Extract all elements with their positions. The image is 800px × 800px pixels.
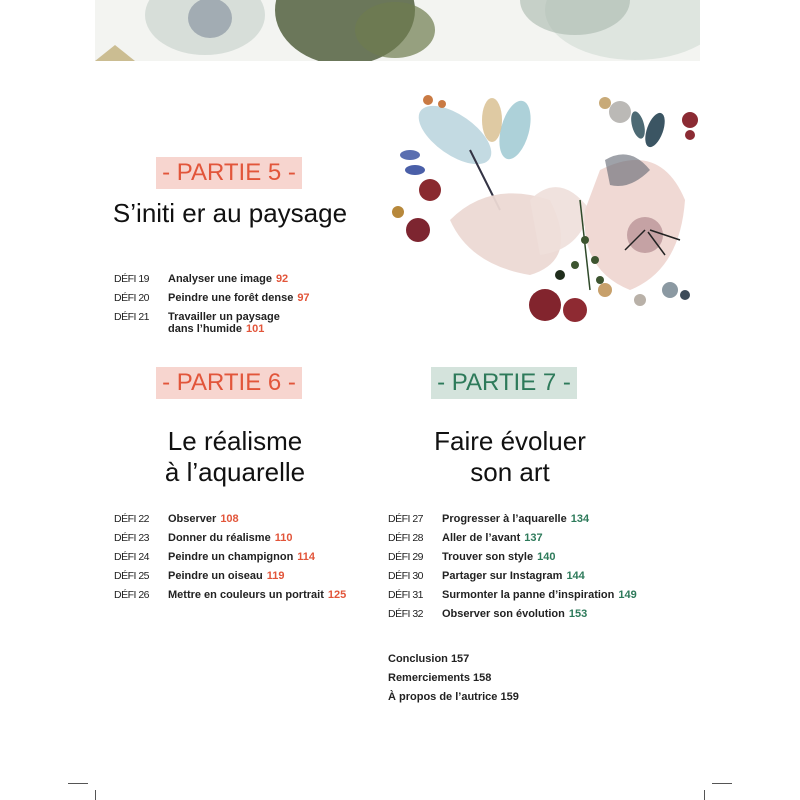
page-number: 114: [297, 551, 316, 563]
toc-entry[interactable]: [114, 548, 346, 567]
defi-title: [168, 308, 280, 335]
partie-5-toc: [114, 270, 310, 335]
toc-entry[interactable]: [388, 510, 637, 529]
toc-entry[interactable]: [388, 586, 637, 605]
defi-title-line-2: dans l’humide: [168, 323, 242, 335]
defi-title: Mettre en couleurs un portrait: [168, 589, 324, 601]
defi-title: Observer son évolution: [442, 608, 565, 620]
partie-7-title: [410, 426, 610, 488]
page-number: 119: [266, 570, 285, 582]
page-number: 97: [297, 292, 310, 304]
top-watercolor-illustration: [95, 0, 700, 61]
toc-entry[interactable]: [388, 605, 637, 624]
defi-number: DÉFI 29: [388, 551, 424, 563]
partie-7-title-line-2: son art: [470, 457, 550, 487]
defi-title: Surmonter la panne d’inspiration: [442, 589, 615, 601]
page-number: 144: [566, 570, 585, 582]
defi-number: DÉFI 20: [114, 292, 150, 304]
toc-entry[interactable]: [114, 270, 310, 289]
defi-title: Peindre un oiseau: [168, 570, 263, 582]
partie-7-title-line-1: Faire évoluer: [434, 426, 586, 456]
toc-entry[interactable]: [114, 308, 310, 335]
partie-5-title: S’initi er au paysage: [112, 198, 348, 228]
toc-entry[interactable]: [388, 567, 637, 586]
page-number: 137: [524, 532, 543, 544]
page-number: 153: [568, 608, 588, 620]
defi-title: Peindre une forêt dense: [168, 292, 294, 304]
partie-6-toc: [114, 510, 346, 605]
crop-mark: [704, 790, 705, 800]
page-number: 125: [327, 589, 347, 601]
crop-mark: [712, 783, 732, 784]
toc-entry[interactable]: [114, 510, 346, 529]
defi-number: DÉFI 25: [114, 570, 150, 582]
defi-title: Trouver son style: [442, 551, 534, 563]
defi-title: Partager sur Instagram: [442, 570, 563, 582]
page-number: 149: [618, 589, 637, 601]
page-number: 92: [275, 273, 289, 285]
partie-6-title-line-1: Le réalisme: [167, 426, 303, 456]
defi-number: DÉFI 23: [114, 532, 150, 544]
defi-number: DÉFI 21: [114, 311, 150, 323]
page-number: 108: [220, 513, 239, 525]
page-number: 134: [570, 513, 590, 525]
defi-title-line-1: Travailler un paysage: [168, 311, 280, 323]
partie-6-banner: - PARTIE 6 -: [156, 367, 302, 399]
toc-entry[interactable]: [114, 567, 346, 586]
toc-entry[interactable]: [114, 586, 346, 605]
back-matter-entry[interactable]: Conclusion 157: [388, 653, 470, 665]
defi-title: Aller de l’avant: [442, 532, 521, 544]
page-number: 140: [537, 551, 556, 563]
defi-number: DÉFI 24: [114, 551, 150, 563]
crop-mark: [95, 790, 96, 800]
toc-entry[interactable]: [114, 529, 346, 548]
defi-title: Peindre un champignon: [168, 551, 294, 563]
partie-6-title-line-2: à l’aquarelle: [164, 457, 306, 487]
toc-entry[interactable]: [114, 289, 310, 308]
defi-title: Observer: [168, 513, 217, 525]
defi-number: DÉFI 28: [388, 532, 424, 544]
defi-number: DÉFI 19: [114, 273, 150, 285]
defi-number: DÉFI 32: [388, 608, 424, 620]
back-matter-toc: [388, 650, 519, 707]
toc-entry[interactable]: [388, 548, 637, 567]
partie-7-toc: [388, 510, 637, 624]
flower-watercolor-illustration: [380, 90, 700, 335]
defi-number: DÉFI 31: [388, 589, 424, 601]
defi-title: Donner du réalisme: [168, 532, 271, 544]
partie-5-banner: - PARTIE 5 -: [156, 157, 302, 189]
page-number: 101: [245, 323, 265, 335]
defi-title: Analyser une image: [168, 273, 272, 285]
toc-entry[interactable]: [388, 529, 637, 548]
partie-6-title: [130, 426, 340, 488]
defi-number: DÉFI 22: [114, 513, 150, 525]
back-matter-entry[interactable]: À propos de l’autrice 159: [388, 691, 519, 703]
crop-mark: [68, 783, 88, 784]
defi-title: Progresser à l’aquarelle: [442, 513, 567, 525]
defi-number: DÉFI 26: [114, 589, 150, 601]
defi-number: DÉFI 27: [388, 513, 424, 525]
partie-7-banner: - PARTIE 7 -: [431, 367, 577, 399]
defi-number: DÉFI 30: [388, 570, 424, 582]
back-matter-entry[interactable]: Remerciements 158: [388, 672, 492, 684]
page-number: 110: [274, 532, 293, 544]
